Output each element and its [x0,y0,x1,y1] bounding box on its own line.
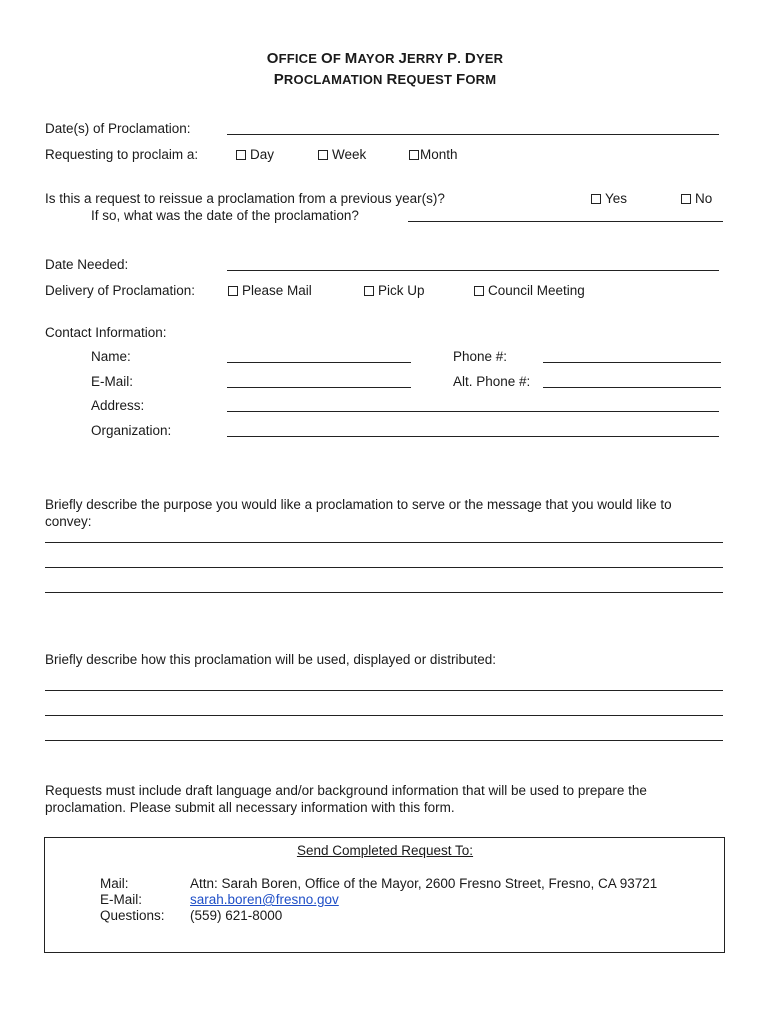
send-email-link[interactable]: sarah.boren@fresno.gov [190,892,339,907]
delivery-label: Delivery of Proclamation: [45,283,196,298]
option-no[interactable] [681,191,712,206]
dates-input-line[interactable] [227,134,719,135]
purpose-answer-line-1[interactable] [45,542,723,543]
checkbox-no[interactable] [681,194,691,204]
checkbox-mail[interactable] [228,286,238,296]
option-no-label: No [695,191,713,206]
send-email-label: E-Mail: [100,892,143,907]
purpose-answer-line-3[interactable] [45,592,723,593]
option-day-label: Day [250,147,275,162]
submission-note: Requests must include draft language and/or background information that will be used to prepare the proclamation. Please submit all necessary information with this form. [45,783,647,815]
title-text-1: OFFICE OF MAYOR JERRY P. DYER [266,50,504,67]
option-month[interactable] [409,147,458,162]
option-mail[interactable] [228,283,312,298]
requesting-label: Requesting to proclaim a: [45,147,199,162]
option-pickup[interactable] [364,283,425,298]
option-council[interactable] [474,283,585,298]
option-yes-label: Yes [605,191,628,206]
alt-phone-label: Alt. Phone #: [453,374,531,389]
usage-answer-line-1[interactable] [45,690,723,691]
email-input-line[interactable] [227,387,411,388]
dates-label: Date(s) of Proclamation: [45,121,191,136]
usage-answer-line-3[interactable] [45,740,723,741]
date-needed-label: Date Needed: [45,257,129,272]
usage-answer-line-2[interactable] [45,715,723,716]
checkbox-week[interactable] [318,150,328,160]
name-input-line[interactable] [227,362,411,363]
send-questions-value: (559) 621-8000 [190,908,283,923]
purpose-question: Briefly describe the purpose you would like a proclamation to serve or the message that you would like to convey: [45,497,672,529]
option-council-label: Council Meeting [488,283,585,298]
name-label: Name: [91,349,131,364]
send-mail-value: Attn: Sarah Boren, Office of the Mayor, 2600 Fresno Street, Fresno, CA 93721 [190,876,658,891]
phone-input-line[interactable] [543,362,721,363]
usage-question: Briefly describe how this proclamation will be used, displayed or distributed: [45,652,496,667]
option-pickup-label: Pick Up [378,283,425,298]
checkbox-month[interactable] [409,150,419,160]
checkbox-council[interactable] [474,286,484,296]
option-month-label: Month [420,147,458,162]
address-label: Address: [91,398,145,413]
purpose-answer-line-2[interactable] [45,567,723,568]
form-title-line1 [0,50,770,67]
address-input-line[interactable] [227,411,719,412]
option-day[interactable] [236,147,274,162]
contact-heading: Contact Information: [45,325,167,340]
reissue-followup: If so, what was the date of the proclamation? [91,208,359,223]
checkbox-day[interactable] [236,150,246,160]
organization-input-line[interactable] [227,436,719,437]
organization-label: Organization: [91,423,172,438]
reissue-question: Is this a request to reissue a proclamation from a previous year(s)? [45,191,445,206]
send-mail-label: Mail: [100,876,129,891]
send-heading: Send Completed Request To: [296,843,474,858]
option-week[interactable] [318,147,366,162]
option-yes[interactable] [591,191,627,206]
title-text-2: PROCLAMATION REQUEST FORM [273,71,497,88]
option-week-label: Week [332,147,367,162]
email-label: E-Mail: [91,374,134,389]
form-title-line2 [0,71,770,88]
phone-label: Phone #: [453,349,508,364]
reissue-date-input-line[interactable] [408,221,723,222]
send-questions-label: Questions: [100,908,165,923]
alt-phone-input-line[interactable] [543,387,721,388]
checkbox-pickup[interactable] [364,286,374,296]
option-mail-label: Please Mail [242,283,312,298]
date-needed-input-line[interactable] [227,270,719,271]
checkbox-yes[interactable] [591,194,601,204]
